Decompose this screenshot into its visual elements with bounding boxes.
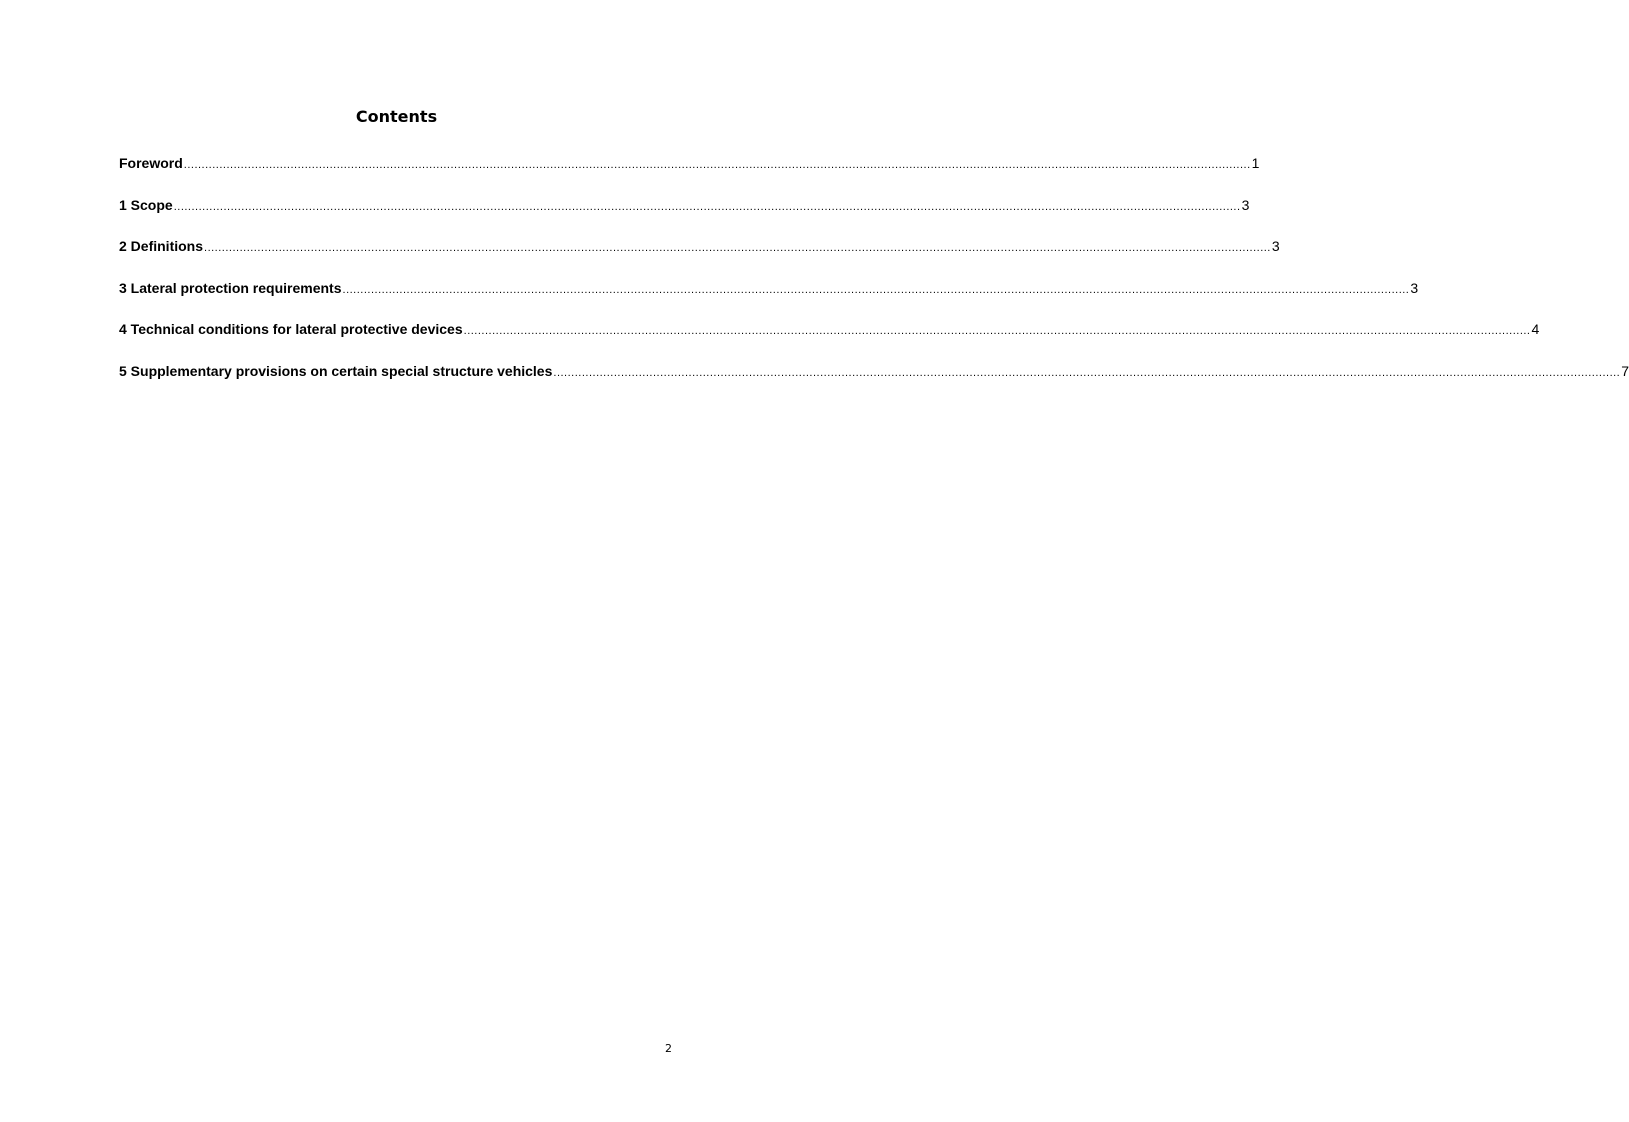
toc-dot-leader: ............................................................................................................................................................................................................................................................................................................ — [183, 159, 1251, 171]
toc-dot-leader: ............................................................................................................................................................................................................................................................................................................ — [463, 325, 1531, 338]
toc-entry-label: 2 Definitions — [119, 238, 204, 255]
toc-entry-technical-conditions[interactable] — [119, 320, 1540, 362]
toc-dot-leader: ............................................................................................................................................................................................................................................................................................................ — [553, 366, 1621, 379]
toc-entry-supplementary-provisions[interactable] — [119, 362, 1629, 404]
toc-entry-page: 3 — [1410, 279, 1419, 296]
toc-entry-scope[interactable] — [119, 196, 1250, 238]
toc-dot-leader: ............................................................................................................................................................................................................................................................................................................ — [342, 283, 1410, 296]
toc-entry-label: 1 Scope — [119, 196, 173, 213]
toc-dot-leader: ............................................................................................................................................................................................................................................................................................................ — [204, 242, 1271, 255]
toc-entry-label: 5 Supplementary provisions on certain special structure vehicles — [119, 362, 553, 379]
toc-entry-label: 4 Technical conditions for lateral protective devices — [119, 321, 463, 338]
table-of-contents — [119, 154, 1629, 404]
toc-entry-label: Foreword — [119, 155, 183, 171]
contents-title: Contents — [355, 107, 438, 126]
toc-entry-definitions[interactable] — [119, 237, 1280, 279]
toc-entry-label: 3 Lateral protection requirements — [119, 279, 342, 296]
page-number: 2 — [665, 1042, 672, 1055]
toc-entry-foreword[interactable] — [119, 154, 1260, 196]
toc-entry-page: 3 — [1271, 238, 1280, 255]
toc-entry-page: 3 — [1241, 196, 1250, 213]
toc-dot-leader: ............................................................................................................................................................................................................................................................................................................ — [173, 200, 1241, 213]
toc-entry-page: 1 — [1251, 155, 1260, 171]
toc-entry-lateral-protection-requirements[interactable] — [119, 279, 1419, 321]
toc-entry-page: 4 — [1531, 321, 1540, 338]
toc-entry-page: 7 — [1621, 362, 1629, 379]
